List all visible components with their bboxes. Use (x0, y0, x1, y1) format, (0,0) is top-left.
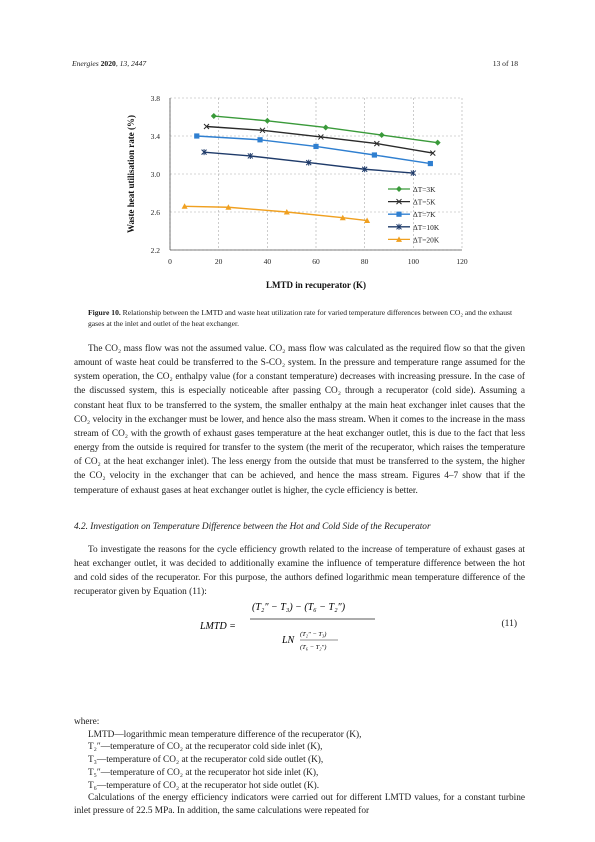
series-line (185, 206, 368, 220)
equation-inner-denominator: (T₆ − T₂″) (300, 644, 327, 651)
paragraph-text: To investigate the reasons for the cycle efficiency growth related to the increase of temperature of exhaust gases at heat exchanger outlet, it was decided to additionally examine the influence of temperature difference between the hot and cold sides of the recuperator. For this purpose, the authors defined logarithmic mean temperature difference of the recuperator given by Equation (11): (74, 545, 525, 598)
x-tick-label: 20 (214, 257, 223, 266)
journal-volume: 13 (119, 59, 128, 68)
data-point (379, 132, 385, 138)
definitions-list (74, 716, 525, 818)
caption-label: Figure 10. (88, 308, 121, 317)
legend-label: ΔT=5K (413, 197, 436, 207)
data-point (372, 152, 377, 157)
caption-text: Relationship between the LMTD and waste heat utilization rate for varied temperature differences between CO₂ and the exhaust gases at the inlet and outlet of the heat exchanger. (88, 308, 513, 328)
article-number: , 2447 (127, 59, 147, 68)
data-point (257, 137, 262, 142)
x-tick-label: 100 (407, 257, 419, 266)
equation-lhs: LMTD = (200, 621, 236, 632)
equation-numerator: (T₂″ − T₃) − (T₆ − T₂″) (252, 602, 346, 613)
x-axis-label: LMTD in recuperator (K) (266, 280, 366, 290)
y-tick-label: 3.8 (150, 94, 160, 103)
y-tick-label: 3.4 (150, 132, 160, 141)
section-heading: 4.2. Investigation on Temperature Difference between the Hot and Cold Side of the Recuperator (74, 522, 431, 532)
data-point (211, 113, 217, 119)
page-number: 13 of 18 (492, 59, 518, 68)
equation-ln: LN (282, 635, 295, 646)
legend-label: ΔT=20K (413, 235, 440, 245)
data-point (428, 161, 433, 166)
equation-11 (200, 596, 380, 666)
legend-swatch-marker (396, 212, 401, 217)
paragraph-text: The CO₂ mass flow was not the assumed value. CO₂ mass flow was calculated as the required flow so that the given amount of waste heat could be transferred to the S-CO₂ system. In the pressure and temperature range assumed for the system operation, the CO₂ enthalpy value (for a constant temperature) decreases with increasing pressure. In the case of the discussed system, this is especially noticeable after passing CO₂ through a recuperator (cold side). Assuming a constant heat flux to be transferred to the system, the smaller enthalpy at the main heat exchanger inlet causes that the CO₂ velocity in the exchanger must be lower, and hence also the mass stream. When it comes to the increase in the mass stream of CO₂ with the growth of exhaust gases temperature at the heat exchanger outlet, this is due to the fact that less energy from the outside is required for transfer to the system (the merit of the recuperator, which raises the temperature of CO₂ at the heat exchanger inlet). The less energy from the outside that must be transferred to the system, the higher the CO₂ velocity in the exchanger that can be achieved, and hence the mass stream. Figures 4–7 show that if the temperature of exhaust gases at heat exchanger outlet is higher, the cycle efficiency is better. (74, 344, 525, 496)
data-point (323, 124, 329, 130)
y-tick-label: 3.0 (150, 170, 160, 179)
figure-10-chart (118, 88, 478, 298)
legend-swatch-marker (396, 186, 402, 192)
figure-caption (88, 307, 526, 329)
y-tick-label: 2.2 (150, 246, 160, 255)
x-tick-label: 120 (456, 257, 468, 266)
legend-label: ΔT=10K (413, 222, 440, 232)
x-tick-label: 40 (263, 257, 272, 266)
body-paragraph-1 (74, 342, 525, 498)
definition-item: LMTD—logarithmic mean temperature difference of the recuperator (K), (88, 729, 362, 740)
data-point (313, 144, 318, 149)
x-tick-label: 0 (168, 257, 172, 266)
data-point (264, 118, 270, 124)
legend-label: ΔT=3K (413, 185, 436, 194)
series-line (197, 136, 431, 164)
journal-header: Energies 2020, 13, 2447 (72, 59, 147, 68)
body-paragraph-3: Calculations of the energy efficiency indicators were carried out for different LMTD values, for a constant turbine inlet pressure of 22.5 MPa. In addition, the same calculations were repeated for (74, 793, 525, 816)
definition-item: T₂″—temperature of CO₂ at the recuperator cold side inlet (K), (88, 742, 323, 753)
journal-name: Energies (72, 59, 99, 68)
equation-inner-numerator: (T₂″ − T₃) (300, 631, 327, 638)
x-tick-label: 80 (360, 257, 369, 266)
y-axis-label: Waste heat utilisation rate (%) (126, 115, 136, 233)
y-tick-label: 2.6 (150, 208, 160, 217)
definition-item: T₅″—temperature of CO₂ at the recuperator hot side inlet (K), (88, 767, 319, 778)
body-paragraph-2 (74, 543, 525, 600)
legend-label: ΔT=7K (413, 210, 436, 220)
definition-item: T₆—temperature of CO₂ at the recuperator hot side outlet (K). (88, 780, 320, 791)
data-point (435, 140, 441, 146)
data-point (194, 133, 199, 138)
definition-item: T₃—temperature of CO₂ at the recuperator cold side outlet (K), (88, 755, 324, 766)
series-line (207, 127, 433, 154)
x-tick-label: 60 (312, 257, 320, 266)
where-label: where: (74, 717, 100, 727)
journal-year: 2020 (100, 59, 116, 68)
equation-number: (11) (501, 619, 517, 629)
